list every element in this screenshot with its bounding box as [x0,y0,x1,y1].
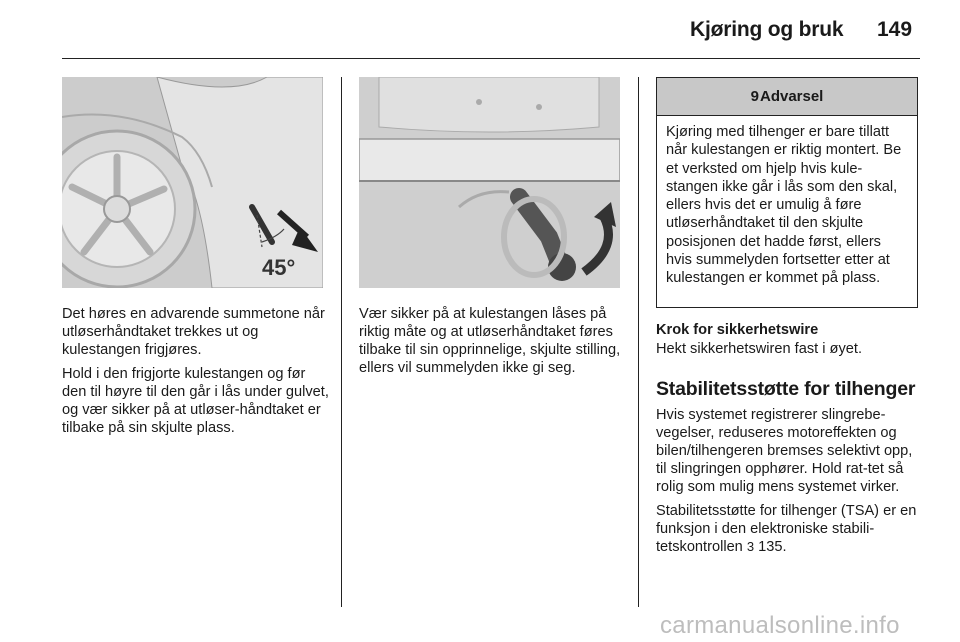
page-number: 149 [877,18,913,41]
angle-label: 45° [262,255,296,280]
illustration-tow-bar [359,77,620,288]
stability-text [656,406,922,562]
paragraph-hold-bar: Hold i den frigjorte kulestangen og før den til høyre til den går i lås under gulvet, og vær sikker på at utløser-håndtaket er tilbake på sin skjulte plass. [62,366,329,436]
paragraph-warning-tone: Det høres en advarende summetone når utløserhåndtaket trekkes ut og kulestangen frigjøres. [62,306,325,358]
column2-text [359,305,625,383]
page-header-title: Kjøring og bruk [690,18,844,41]
stability-paragraph-1: Hvis systemet registrerer slingrebe-vegelser, reduseres motoreffekten og bilen/tilhengeren bremses selektivt opp, til slingringen opphører. Hold rat-tet så rolig som mulig mens systemet virker. [656,407,913,495]
watermark: carmanualsonline.info [660,612,900,639]
column-divider-2 [638,77,639,607]
header-rule [62,58,920,59]
stability-paragraph-2: Stabilitetsstøtte for tilhenger (TSA) er en funksjon i den elektroniske stabili-tetskontrollen 3 135. [656,503,917,555]
illustration-wheel-handle [62,77,323,288]
safety-cable-heading: Krok for sikkerhetswire [656,322,819,338]
figure-tow-bar [359,77,620,288]
page-reference-link[interactable]: 135. [758,539,787,555]
figure-release-handle [62,77,323,288]
warning-text: Kjøring med tilhenger er bare tillatt når kulestangen er riktig montert. Be et verksted om hjelp hvis kule-stangen ikke går i lås som den skal, ellers hvis det er umulig å føre utløserhåndtaket til den skjulte posisjonen det hadde først, ellers hvis summelyden fortsetter etter at kulestangen er kommet på plass. [666,124,902,287]
column-divider-1 [341,77,342,607]
warning-triangle-icon: 9 [750,88,759,105]
page-reference-icon: 3 [746,539,755,554]
warning-box [656,77,918,308]
warning-header [657,78,917,116]
column1-text [62,305,332,443]
paragraph-lock-check: Vær sikker på at kulestangen låses på riktig måte og at utløserhåndtaket føres tilbake til sin opprinnelige, skjulte stilling, ellers vil summelyden ikke gi seg. [359,306,621,376]
warning-title: Advarsel [759,88,824,105]
stability-heading: Stabilitetsstøtte for tilhenger [656,378,916,400]
safety-cable-text: Hekt sikkerhetswiren fast i øyet. [656,341,862,357]
